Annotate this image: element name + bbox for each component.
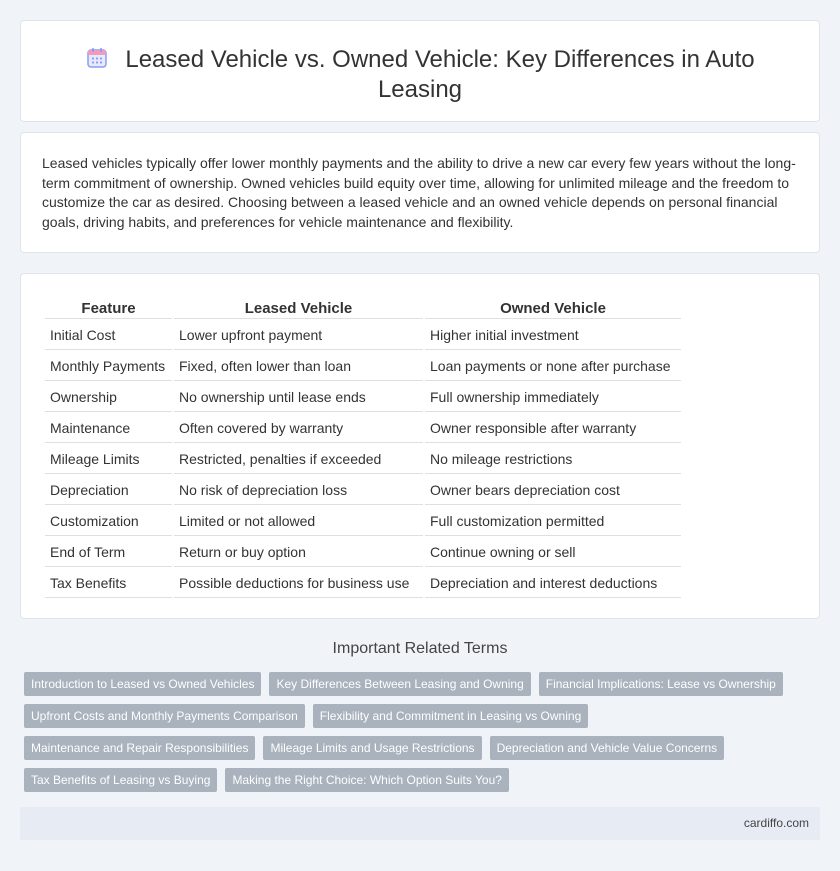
- related-terms-title: Important Related Terms: [332, 640, 508, 657]
- table-row: [45, 507, 681, 536]
- comparison-table: [43, 296, 683, 600]
- cell-owned: Depreciation and interest deductions: [425, 569, 681, 598]
- related-term-tag[interactable]: Introduction to Leased vs Owned Vehicles: [24, 672, 261, 696]
- cell-leased: Restricted, penalties if exceeded: [174, 445, 423, 474]
- cell-owned: Full ownership immediately: [425, 383, 681, 412]
- intro-paragraph: Leased vehicles typically offer lower monthly payments and the ability to drive a new car every few years without the long-term commitment of ownership. Owned vehicles build equity over time, allowing for unlimited mileage and the freedom to customize the car as desired. Choosing between a leased vehicle and an owned vehicle depends on personal financial goals, driving habits, and preferences for vehicle maintenance and flexibility.: [42, 155, 796, 230]
- cell-leased: Limited or not allowed: [174, 507, 423, 536]
- table-row: [45, 445, 681, 474]
- table-row: [45, 476, 681, 505]
- related-terms-list: [24, 672, 814, 792]
- page-title-row: [21, 45, 819, 105]
- cell-owned: Owner responsible after warranty: [425, 414, 681, 443]
- cell-feature: Customization: [45, 507, 172, 536]
- calendar-icon: [85, 46, 109, 70]
- cell-owned: Continue owning or sell: [425, 538, 681, 567]
- related-term-tag[interactable]: Making the Right Choice: Which Option Suits You?: [225, 768, 508, 792]
- footer: [20, 807, 820, 840]
- intro-card: [20, 132, 820, 253]
- cell-feature: Tax Benefits: [45, 569, 172, 598]
- cell-feature: Maintenance: [45, 414, 172, 443]
- cell-leased: Possible deductions for business use: [174, 569, 423, 598]
- footer-site: cardiffo.com: [743, 816, 809, 830]
- cell-owned: No mileage restrictions: [425, 445, 681, 474]
- related-term-tag[interactable]: Tax Benefits of Leasing vs Buying: [24, 768, 217, 792]
- cell-feature: Ownership: [45, 383, 172, 412]
- related-term-tag[interactable]: Maintenance and Repair Responsibilities: [24, 736, 255, 760]
- table-row: [45, 321, 681, 350]
- related-term-tag[interactable]: Financial Implications: Lease vs Ownership: [539, 672, 783, 696]
- cell-owned: Owner bears depreciation cost: [425, 476, 681, 505]
- page-title: Leased Vehicle vs. Owned Vehicle: Key Differences in Auto Leasing: [125, 46, 755, 103]
- table-row: [45, 352, 681, 381]
- header-leased: Leased Vehicle: [174, 298, 423, 319]
- table-header-row: [45, 298, 681, 319]
- table-row: [45, 383, 681, 412]
- comparison-card: [20, 273, 820, 619]
- cell-feature: Initial Cost: [45, 321, 172, 350]
- related-term-tag[interactable]: Depreciation and Vehicle Value Concerns: [490, 736, 725, 760]
- table-body: [45, 321, 681, 598]
- cell-feature: Monthly Payments: [45, 352, 172, 381]
- related-term-tag[interactable]: Upfront Costs and Monthly Payments Comparison: [24, 704, 305, 728]
- cell-feature: End of Term: [45, 538, 172, 567]
- header-owned: Owned Vehicle: [425, 298, 681, 319]
- table-row: [45, 538, 681, 567]
- related-term-tag[interactable]: Flexibility and Commitment in Leasing vs Owning: [313, 704, 588, 728]
- cell-leased: Return or buy option: [174, 538, 423, 567]
- related-term-tag[interactable]: Key Differences Between Leasing and Owning: [269, 672, 530, 696]
- header-card: [20, 20, 820, 122]
- header-feature: Feature: [45, 298, 172, 319]
- cell-owned: Full customization permitted: [425, 507, 681, 536]
- cell-feature: Depreciation: [45, 476, 172, 505]
- cell-leased: Often covered by warranty: [174, 414, 423, 443]
- cell-leased: Lower upfront payment: [174, 321, 423, 350]
- cell-feature: Mileage Limits: [45, 445, 172, 474]
- table-row: [45, 414, 681, 443]
- cell-owned: Loan payments or none after purchase: [425, 352, 681, 381]
- table-row: [45, 569, 681, 598]
- related-term-tag[interactable]: Mileage Limits and Usage Restrictions: [263, 736, 481, 760]
- cell-leased: No risk of depreciation loss: [174, 476, 423, 505]
- cell-owned: Higher initial investment: [425, 321, 681, 350]
- cell-leased: Fixed, often lower than loan: [174, 352, 423, 381]
- cell-leased: No ownership until lease ends: [174, 383, 423, 412]
